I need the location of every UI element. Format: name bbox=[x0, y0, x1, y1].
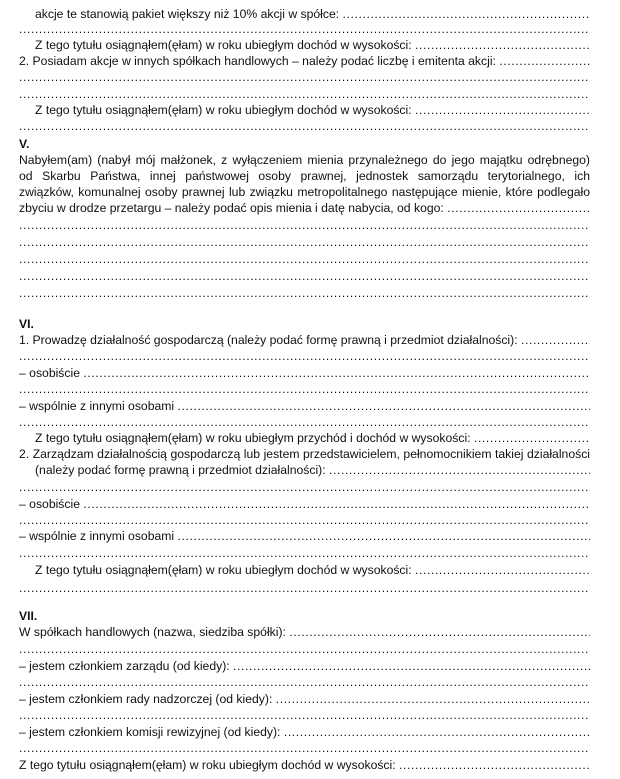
other-shares-label: 2. Posiadam akcje w innych spółkach handlowych – należy podać liczbę i emitenta akcji: bbox=[19, 54, 500, 68]
dotted-fill bbox=[474, 430, 590, 446]
management-statement-line: 2. Zarządzam działalnością gospodarczą lub jestem przedstawicielem, pełnomocnikiem takiej działalności bbox=[19, 447, 590, 461]
dotted-fill bbox=[178, 398, 590, 414]
blank-line[interactable] bbox=[19, 707, 590, 723]
personally-label: – osobiście bbox=[19, 497, 84, 511]
blank-line[interactable] bbox=[19, 69, 590, 85]
dotted-fill bbox=[19, 217, 590, 233]
blank-line[interactable] bbox=[19, 381, 590, 397]
personally-label: – osobiście bbox=[19, 366, 84, 380]
dotted-fill bbox=[19, 118, 590, 134]
dotted-fill bbox=[19, 545, 590, 561]
dotted-fill bbox=[178, 528, 590, 544]
dotted-fill bbox=[19, 381, 590, 397]
blank-line[interactable] bbox=[19, 285, 590, 301]
dotted-fill bbox=[233, 658, 590, 674]
dotted-fill bbox=[83, 496, 590, 512]
dotted-fill bbox=[19, 21, 590, 37]
blank-line[interactable] bbox=[19, 21, 590, 37]
income-field[interactable] bbox=[35, 102, 590, 118]
dotted-fill bbox=[343, 6, 590, 22]
dotted-fill bbox=[19, 740, 590, 756]
dotted-fill bbox=[415, 102, 590, 118]
income-label: Z tego tytułu osiągnąłem(ęłam) w roku ubiegłym dochód w wysokości: bbox=[19, 758, 400, 772]
income-label: Z tego tytułu osiągnąłem(ęłam) w roku ubiegłym dochód w wysokości: bbox=[35, 563, 416, 577]
blank-line[interactable] bbox=[19, 580, 590, 596]
dotted-fill bbox=[284, 724, 590, 740]
dotted-fill bbox=[399, 757, 590, 773]
blank-line[interactable] bbox=[19, 217, 590, 233]
blank-line[interactable] bbox=[19, 545, 590, 561]
blank-line[interactable] bbox=[19, 740, 590, 756]
dotted-fill bbox=[19, 707, 590, 723]
blank-line[interactable] bbox=[19, 512, 590, 528]
blank-line[interactable] bbox=[19, 348, 590, 364]
jointly-label: – wspólnie z innymi osobami bbox=[19, 399, 178, 413]
blank-line[interactable] bbox=[19, 118, 590, 134]
dotted-fill bbox=[289, 624, 590, 640]
personally-field[interactable] bbox=[19, 365, 590, 381]
dotted-fill bbox=[19, 641, 590, 657]
dotted-fill bbox=[329, 462, 590, 478]
dotted-fill bbox=[19, 268, 590, 284]
dotted-fill bbox=[276, 691, 590, 707]
dotted-fill bbox=[499, 53, 590, 69]
blank-line[interactable] bbox=[19, 479, 590, 495]
companies-field[interactable] bbox=[19, 624, 590, 640]
dotted-fill bbox=[521, 332, 590, 348]
jointly-field[interactable] bbox=[19, 528, 590, 544]
share-package-field[interactable] bbox=[35, 6, 590, 22]
revenue-income-label: Z tego tytułu osiągnąłem(ęłam) w roku ubiegłym przychód i dochód w wysokości: bbox=[35, 431, 474, 445]
management-form-label: (należy podać formę prawną i przedmiot działalności): bbox=[35, 463, 329, 477]
section-v-paragraph-line: Nabyłem(am) (nabył mój małżonek, z wyłączeniem mienia przynależnego do jego majątku odrębnego) bbox=[19, 153, 590, 167]
blank-line[interactable] bbox=[19, 414, 590, 430]
section-v-paragraph-line: związków, komunalnej osoby prawnej lub związku metropolitalnego następujące mienie, które podlegało bbox=[19, 185, 590, 199]
dotted-fill bbox=[415, 562, 590, 578]
income-field[interactable] bbox=[35, 562, 590, 578]
dotted-fill bbox=[19, 348, 590, 364]
dotted-fill bbox=[19, 86, 590, 102]
audit-committee-field[interactable] bbox=[19, 724, 590, 740]
section-heading-vii: VII. bbox=[19, 609, 38, 623]
dotted-fill bbox=[19, 674, 590, 690]
dotted-fill bbox=[19, 285, 590, 301]
property-acquisition-field[interactable] bbox=[19, 200, 590, 216]
dotted-fill bbox=[19, 580, 590, 596]
income-field[interactable] bbox=[19, 757, 590, 773]
business-activity-label: 1. Prowadzę działalność gospodarczą (należy podać formę prawną i przedmiot działalności): bbox=[19, 333, 521, 347]
income-label: Z tego tytułu osiągnąłem(ęłam) w roku ubiegłym dochód w wysokości: bbox=[35, 38, 416, 52]
supervisory-board-field[interactable] bbox=[19, 691, 590, 707]
income-label: Z tego tytułu osiągnąłem(ęłam) w roku ubiegłym dochód w wysokości: bbox=[35, 103, 416, 117]
dotted-fill bbox=[19, 414, 590, 430]
revenue-income-field[interactable] bbox=[35, 430, 590, 446]
blank-line[interactable] bbox=[19, 251, 590, 267]
dotted-fill bbox=[19, 69, 590, 85]
business-activity-field[interactable] bbox=[19, 332, 590, 348]
blank-line[interactable] bbox=[19, 674, 590, 690]
section-heading-v: V. bbox=[19, 137, 30, 151]
blank-line[interactable] bbox=[19, 268, 590, 284]
dotted-fill bbox=[83, 365, 590, 381]
share-package-label: akcje te stanowią pakiet większy niż 10% akcji w spółce: bbox=[35, 7, 343, 21]
personally-field[interactable] bbox=[19, 496, 590, 512]
dotted-fill bbox=[19, 251, 590, 267]
management-board-label: – jestem członkiem zarządu (od kiedy): bbox=[19, 659, 234, 673]
blank-line[interactable] bbox=[19, 234, 590, 250]
section-v-paragraph-line: od Skarbu Państwa, innej państwowej osoby prawnej, jednostek samorządu terytorialnego, ich bbox=[19, 169, 590, 183]
blank-line[interactable] bbox=[19, 641, 590, 657]
jointly-field[interactable] bbox=[19, 398, 590, 414]
dotted-fill bbox=[415, 37, 590, 53]
supervisory-board-label: – jestem członkiem rady nadzorczej (od kiedy): bbox=[19, 692, 276, 706]
dotted-fill bbox=[447, 200, 590, 216]
audit-committee-label: – jestem członkiem komisji rewizyjnej (od kiedy): bbox=[19, 725, 284, 739]
companies-label: W spółkach handlowych (nazwa, siedziba spółki): bbox=[19, 625, 290, 639]
property-acquisition-label: zbyciu w drodze przetargu – należy podać opis mienia i datę nabycia, od kogo: bbox=[19, 201, 448, 215]
dotted-fill bbox=[19, 479, 590, 495]
management-form-field[interactable] bbox=[35, 462, 590, 478]
dotted-fill bbox=[19, 512, 590, 528]
section-heading-vi: VI. bbox=[19, 317, 34, 331]
jointly-label: – wspólnie z innymi osobami bbox=[19, 529, 178, 543]
management-board-field[interactable] bbox=[19, 658, 590, 674]
other-shares-field[interactable] bbox=[19, 53, 590, 69]
dotted-fill bbox=[19, 234, 590, 250]
income-field[interactable] bbox=[35, 37, 590, 53]
blank-line[interactable] bbox=[19, 86, 590, 102]
